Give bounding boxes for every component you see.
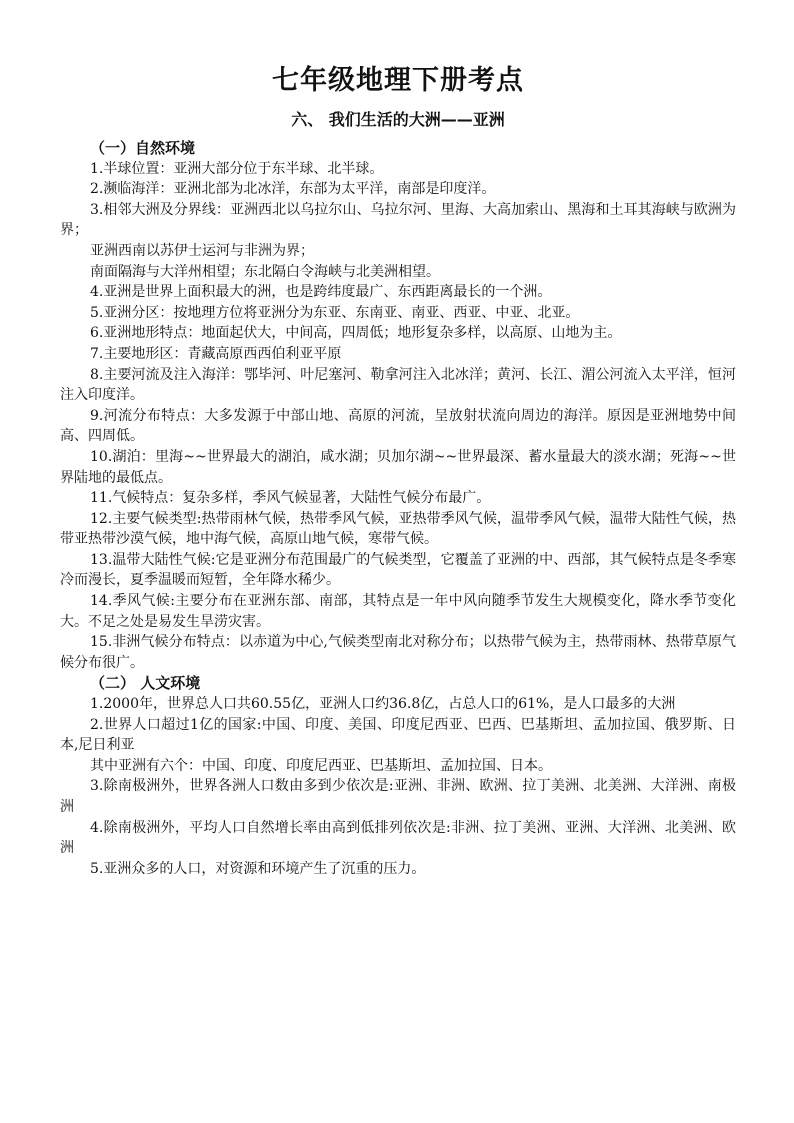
paragraph: 5.亚洲分区：按地理方位将亚洲分为东亚、东南亚、南亚、西亚、中亚、北亚。 bbox=[90, 304, 580, 321]
section-heading-human: （二） 人文环境 bbox=[90, 674, 201, 693]
paragraph: 3.相邻大洲及分界线：亚洲西北以乌拉尔山、乌拉尔河、里海、大高加索山、黑海和土耳其海峡与欧洲为界； bbox=[60, 201, 736, 239]
document-title: 七年级地理下册考点 bbox=[272, 65, 524, 96]
paragraph: 14.季风气候:主要分布在亚洲东部、南部，其特点是一年中风向随季节发生大规模变化，降水季节变化大。不足之处是易发生旱涝灾害。 bbox=[60, 593, 736, 630]
document-page bbox=[60, 62, 736, 879]
paragraph: 12.主要气候类型:热带雨林气候，热带季风气候，亚热带季风气候，温带季风气候，温带大陆性气候，热带亚热带沙漠气候，地中海气候，高原山地气候，寒带气候。 bbox=[60, 510, 736, 548]
paragraph: 7.主要地形区：青藏高原西西伯利亚平原 bbox=[90, 345, 342, 362]
paragraph: 4.除南极洲外，平均人口自然增长率由高到低排列依次是:非洲、拉丁美洲、亚洲、大洋洲、北美洲、欧洲 bbox=[60, 819, 736, 857]
chapter-subtitle: 六、 我们生活的大洲——亚洲 bbox=[291, 110, 505, 129]
section-heading-natural: （一）自然环境 bbox=[90, 139, 196, 157]
paragraph: 亚洲西南以苏伊士运河与非洲为界； bbox=[90, 242, 314, 259]
paragraph: 南面隔海与大洋州相望；东北隔白令海峡与北美洲相望。 bbox=[90, 263, 440, 280]
paragraph: 10.湖泊：里海~~世界最大的湖泊，咸水湖；贝加尔湖~~世界最深、蓄水量最大的淡水湖；死海~~世界陆地的最低点。 bbox=[60, 448, 736, 486]
paragraph: 2.濒临海洋：亚洲北部为北冰洋，东部为太平洋，南部是印度洋。 bbox=[90, 181, 496, 198]
paragraph: 4.亚洲是世界上面积最大的洲，也是跨纬度最广、东西距离最长的一个洲。 bbox=[90, 284, 552, 301]
paragraph: 2.世界人口超过1亿的国家:中国、印度、美国、印度尼西亚、巴西、巴基斯坦、孟加拉国、俄罗斯、日本,尼日利亚 bbox=[60, 716, 736, 754]
paragraph: 1.2000年，世界总人口共60.55亿，亚洲人口约36.8亿，占总人口的61%，是人口最多的大洲 bbox=[90, 696, 676, 713]
paragraph: 5.亚洲众多的人口，对资源和环境产生了沉重的压力。 bbox=[90, 860, 426, 877]
paragraph: 3.除南极洲外，世界各洲人口数由多到少依次是:亚洲、非洲、欧洲、拉丁美洲、北美洲、大洋洲、南极洲 bbox=[60, 778, 736, 815]
paragraph: 1.半球位置：亚洲大部分位于东半球、北半球。 bbox=[90, 160, 384, 177]
paragraph: 11.气候特点：复杂多样，季风气候显著，大陆性气候分布最广。 bbox=[90, 490, 491, 507]
paragraph: 13.温带大陆性气候:它是亚洲分布范围最广的气候类型，它覆盖了亚洲的中、西部，其气候特点是冬季寒冷而漫长，夏季温暖而短暂，全年降水稀少。 bbox=[60, 551, 736, 589]
paragraph: 9.河流分布特点：大多发源于中部山地、高原的河流，呈放射状流向周边的海洋。原因是亚洲地势中间高、四周低。 bbox=[60, 407, 736, 445]
paragraph: 6.亚洲地形特点：地面起伏大，中间高，四周低；地形复杂多样，以高原、山地为主。 bbox=[90, 325, 622, 342]
paragraph: 8.主要河流及注入海洋：鄂毕河、叶尼塞河、勒拿河注入北冰洋；黄河、长江、湄公河流入太平洋，恒河注入印度洋。 bbox=[60, 366, 736, 404]
paragraph: 15.非洲气候分布特点：以赤道为中心,气候类型南北对称分布；以热带气候为主，热带雨林、热带草原气候分布很广。 bbox=[60, 634, 736, 671]
paragraph: 其中亚洲有六个：中国、印度、印度尼西亚、巴基斯坦、孟加拉国、日本。 bbox=[90, 757, 552, 774]
